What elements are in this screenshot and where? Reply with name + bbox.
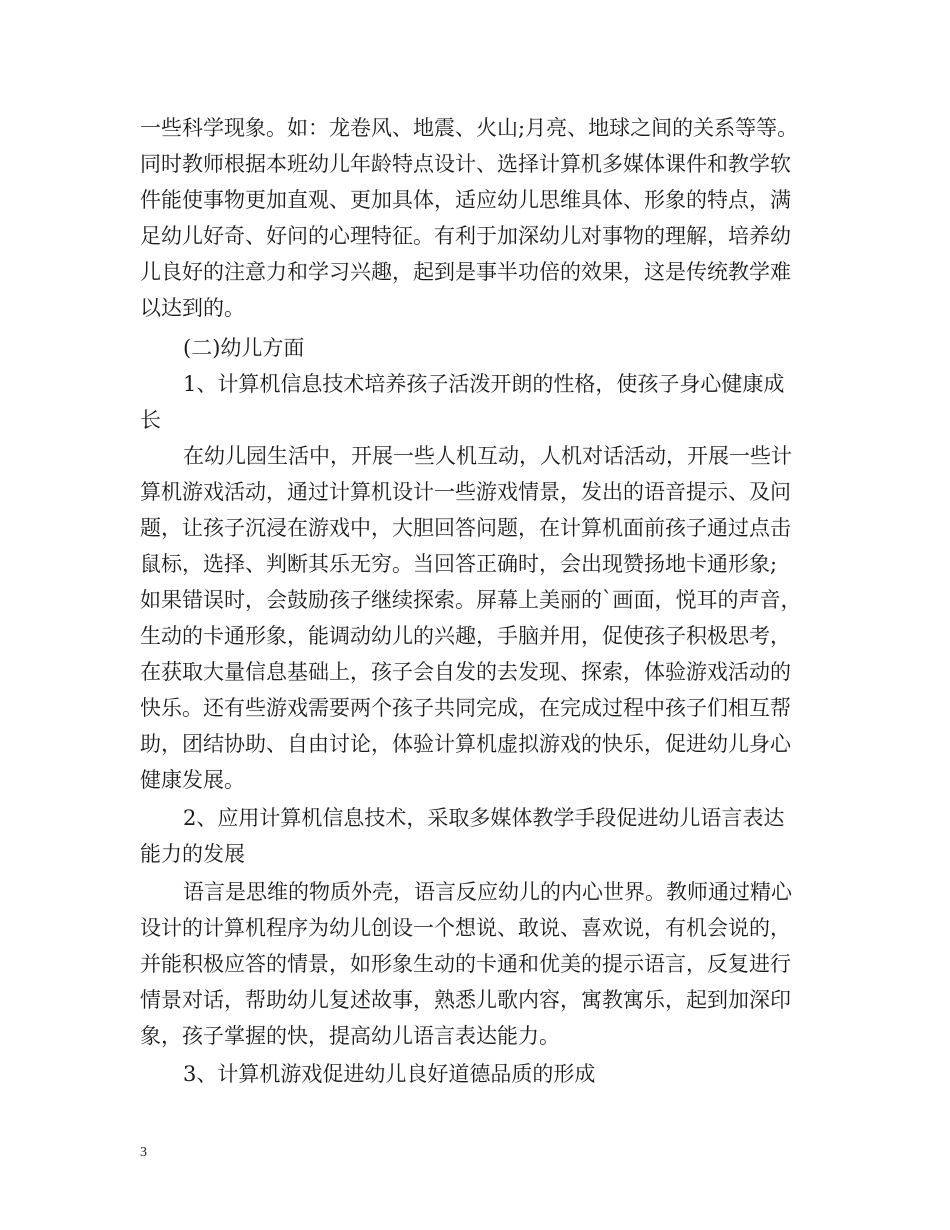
text-line: 生动的卡通形象，能调动幼儿的兴趣，手脑并用，促使孩子积极思考， [140,624,791,648]
page-number: 3 [140,1145,147,1160]
subsection-heading-continued: 长 [140,408,161,432]
text-line: 设计的计算机程序为幼儿创设一个想说、敢说、喜欢说，有机会说的， [140,916,791,940]
subsection-heading: 3、计算机游戏促进幼儿良好道德品质的形成 [183,1062,596,1086]
text-line: 同时教师根据本班幼儿年龄特点设计、选择计算机多媒体课件和教学软 [140,152,791,176]
text-line: 足幼儿好奇、好问的心理特征。有利于加深幼儿对事物的理解，培养幼 [140,224,791,248]
text-line: 健康发展。 [140,768,245,792]
text-line: 情景对话，帮助幼儿复述故事，熟悉儿歌内容，寓教寓乐，起到加深印 [140,988,791,1012]
text-line: 快乐。还有些游戏需要两个孩子共同完成，在完成过程中孩子们相互帮 [140,696,791,720]
text-line: 件能使事物更加直观、更加具体，适应幼儿思维具体、形象的特点，满 [140,188,791,212]
text-line: 题，让孩子沉浸在游戏中，大胆回答问题，在计算机面前孩子通过点击 [140,516,791,540]
text-line: 并能积极应答的情景，如形象生动的卡通和优美的提示语言，反复进行 [140,952,791,976]
text-line: 助，团结协助、自由讨论，体验计算机虚拟游戏的快乐，促进幼儿身心 [140,732,791,756]
text-line: 如果错误时，会鼓励孩子继续探索。屏幕上美丽的`画面，悦耳的声音， [140,588,802,612]
text-line: 以达到的。 [140,296,245,320]
text-line: 在获取大量信息基础上，孩子会自发的去发现、探索，体验游戏活动的 [140,660,791,684]
text-line: 算机游戏活动，通过计算机设计一些游戏情景，发出的语音提示、及问 [140,480,791,504]
text-line: 儿良好的注意力和学习兴趣，起到是事半功倍的效果，这是传统教学难 [140,260,791,284]
subsection-heading-continued: 能力的发展 [140,842,245,866]
text-line: 鼠标，选择、判断其乐无穷。当回答正确时，会出现赞扬地卡通形象; [140,552,778,576]
text-line: 象，孩子掌握的快，提高幼儿语言表达能力。 [140,1024,560,1048]
text-line: 语言是思维的物质外壳，语言反应幼儿的内心世界。教师通过精心 [183,880,792,904]
section-heading: (二)幼儿方面 [183,336,305,360]
text-line: 在幼儿园生活中，开展一些人机互动，人机对话活动，开展一些计 [183,444,792,468]
subsection-heading: 1、计算机信息技术培养孩子活泼开朗的性格，使孩子身心健康成 [183,372,785,396]
text-line: 一些科学现象。如：龙卷风、地震、火山;月亮、地球之间的关系等等。 [140,116,799,140]
subsection-heading: 2、应用计算机信息技术，采取多媒体教学手段促进幼儿语言表达 [183,806,785,830]
